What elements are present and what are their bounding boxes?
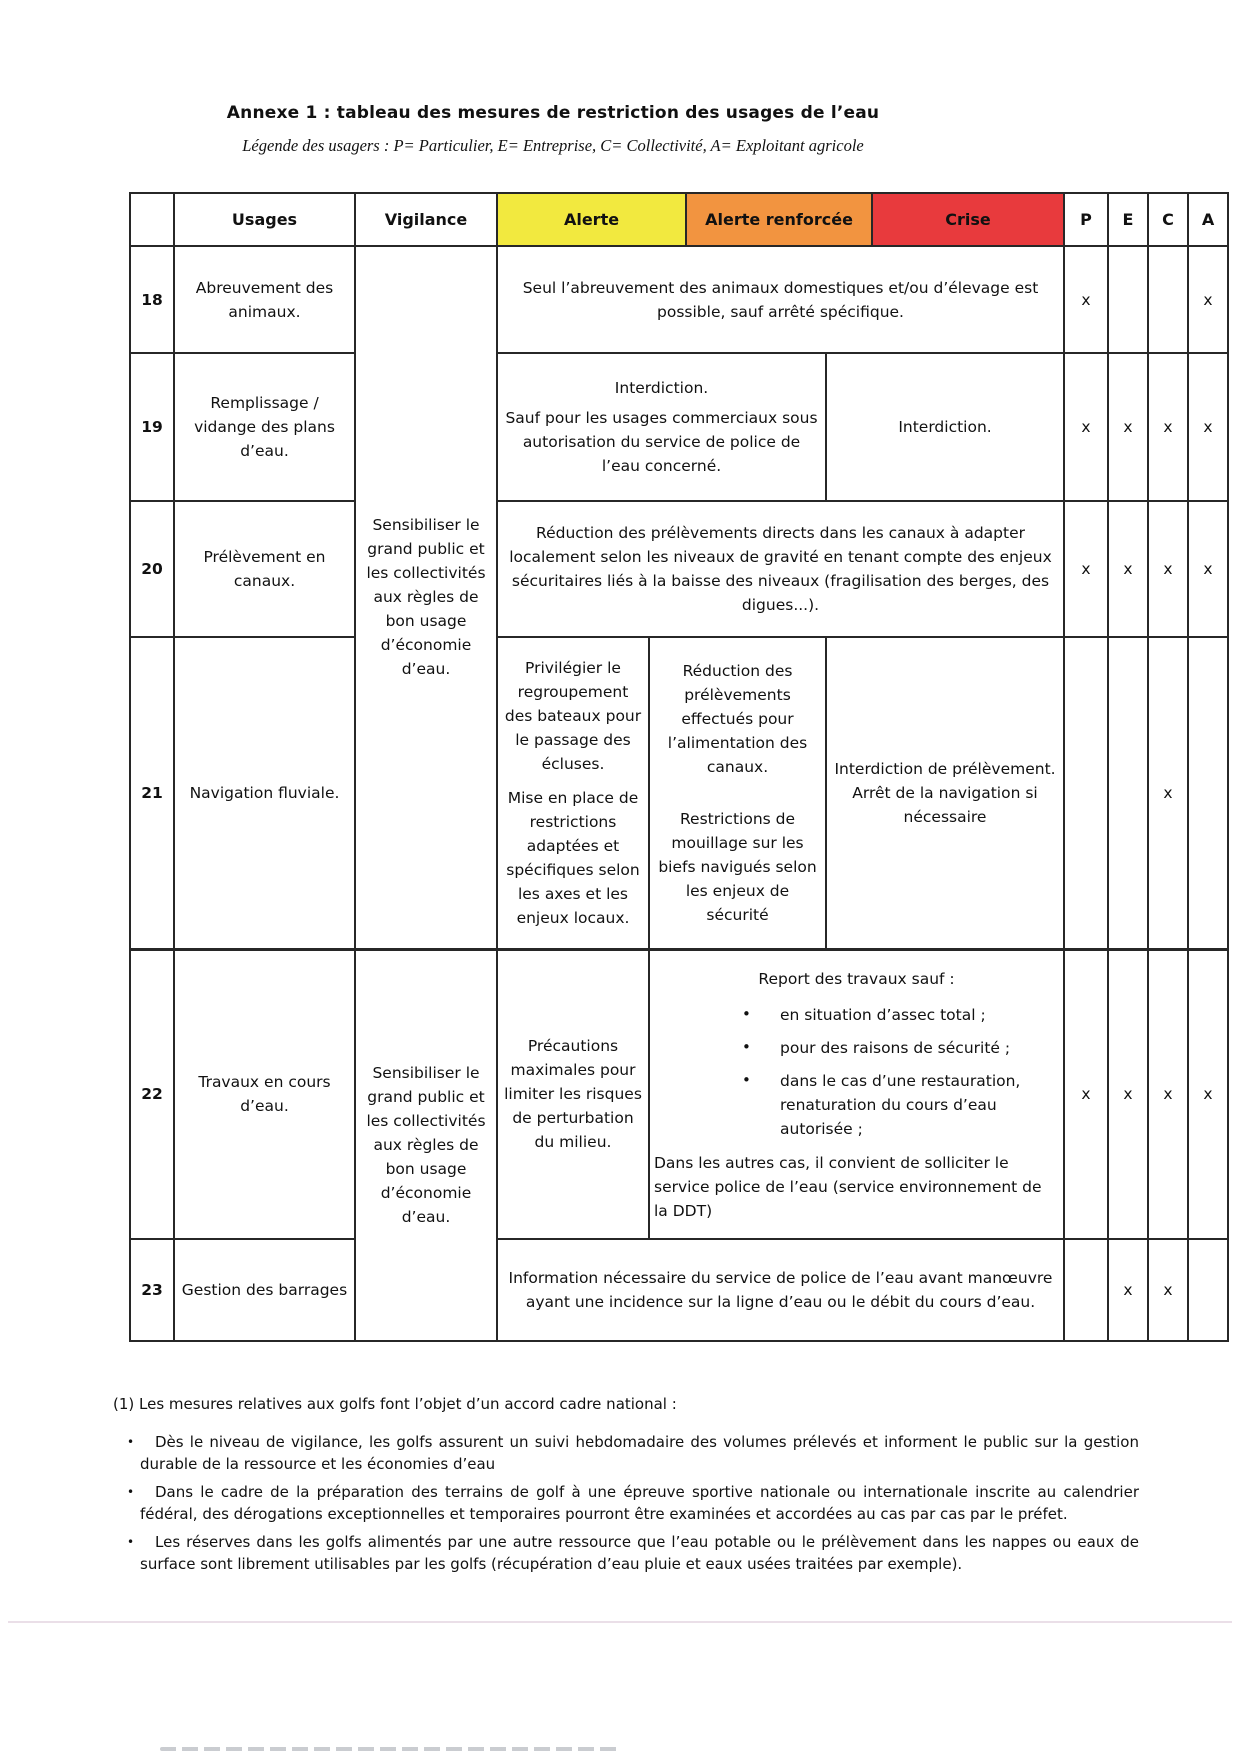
col-header-crise: Crise xyxy=(872,193,1064,246)
row23-usage: Gestion des barrages xyxy=(174,1239,355,1341)
scan-faint-rule xyxy=(8,1621,1232,1623)
row22-number: 22 xyxy=(130,949,174,1239)
mark-r19-p: x xyxy=(1064,353,1108,501)
golf-footnote xyxy=(113,1393,1139,1581)
col-header-c: C xyxy=(1148,193,1188,246)
mark-r19-a: x xyxy=(1188,353,1228,501)
mark-r22-a: x xyxy=(1188,949,1228,1239)
mark-r23-a xyxy=(1188,1239,1228,1341)
col-header-alerte-renforcee: Alerte renforcée xyxy=(686,193,872,246)
restrictions-table-wrapper xyxy=(129,192,1229,1342)
row21-measure-alerte xyxy=(497,637,649,949)
row21-alerte-par2: Mise en place de restrictions adaptées et spécifiques selon les axes et les enjeux locaux. xyxy=(506,788,640,927)
mark-r22-p: x xyxy=(1064,949,1108,1239)
mark-r18-c xyxy=(1148,246,1188,353)
mark-r21-c: x xyxy=(1148,637,1188,949)
row21-renforcee-par1: Réduction des prélèvements effectués pour l’alimentation des canaux. xyxy=(667,661,808,776)
mark-r23-c: x xyxy=(1148,1239,1188,1341)
row22-report-bullet-list xyxy=(654,1003,1059,1141)
mark-r20-c: x xyxy=(1148,501,1188,637)
mark-r21-p xyxy=(1064,637,1108,949)
row22-measure-alerte: Précautions maximales pour limiter les risques de perturbation du milieu. xyxy=(497,949,649,1239)
row21-measure-crise xyxy=(826,637,1064,949)
row21-crise-par1: Interdiction de prélèvement. xyxy=(834,759,1056,778)
col-header-e: E xyxy=(1108,193,1148,246)
vigilance-cell-rows22-23: Sensibiliser le grand public et les collectivités aux règles de bon usage d’économie d’eau. xyxy=(355,949,497,1341)
col-header-alerte: Alerte xyxy=(497,193,686,246)
row20-number: 20 xyxy=(130,501,174,637)
mark-r23-e: x xyxy=(1108,1239,1148,1341)
row21-number: 21 xyxy=(130,637,174,949)
legend-text: Légende des usagers : P= Particulier, E= Entreprise, C= Collectivité, A= Exploitant agricole xyxy=(242,136,864,155)
mark-r21-a xyxy=(1188,637,1228,949)
row19-measure-alerte xyxy=(497,353,826,501)
mark-r23-p xyxy=(1064,1239,1108,1341)
report-bullet-item: • pour des raisons de sécurité ; xyxy=(780,1036,1053,1060)
row18-usage: Abreuvement des animaux. xyxy=(174,246,355,353)
table-row xyxy=(130,353,1228,501)
row18-number: 18 xyxy=(130,246,174,353)
vigilance-cell-rows18-21: Sensibiliser le grand public et les collectivités aux règles de bon usage d’économie d’eau. xyxy=(355,246,497,949)
table-row xyxy=(130,1239,1228,1341)
row21-usage: Navigation fluviale. xyxy=(174,637,355,949)
mark-r20-p: x xyxy=(1064,501,1108,637)
footnote-bullet-item: • Les réserves dans les golfs alimentés par une autre ressource que l’eau potable ou le prélèvement dans les nappes ou eaux de surface sont librement utilisables par les golfs (récupération d’eau pluie et eaux usées traitées par exemple). xyxy=(113,1531,1139,1575)
col-header-p: P xyxy=(1064,193,1108,246)
mark-r22-c: x xyxy=(1148,949,1188,1239)
footnote-bullet-item: • Dès le niveau de vigilance, les golfs assurent un suivi hebdomadaire des volumes prélevés et informent le public sur la gestion durable de la ressource et les économies d’eau xyxy=(113,1431,1139,1475)
mark-r21-e xyxy=(1108,637,1148,949)
mark-r20-e: x xyxy=(1108,501,1148,637)
row22-usage: Travaux en cours d’eau. xyxy=(174,949,355,1239)
row22-report-other-cases: Dans les autres cas, il convient de solliciter le service police de l’eau (service environnement de la DDT) xyxy=(654,1154,1042,1221)
row22-measure-report xyxy=(649,949,1064,1239)
scan-bottom-artifact xyxy=(160,1747,620,1751)
col-header-a: A xyxy=(1188,193,1228,246)
row20-measure: Réduction des prélèvements directs dans les canaux à adapter localement selon les niveaux de gravité en tenant compte des enjeux sécuritaires liés à la baisse des niveaux (fragilisation des berges, des digues...). xyxy=(497,501,1064,637)
row19-usage: Remplissage / vidange des plans d’eau. xyxy=(174,353,355,501)
row21-measure-renforcee xyxy=(649,637,826,949)
report-bullet-item: • en situation d’assec total ; xyxy=(780,1003,1053,1027)
row22-report-title: Report des travaux sauf : xyxy=(758,970,955,989)
restrictions-table xyxy=(129,192,1229,1342)
document-header xyxy=(0,103,1106,156)
row19-measure-alerte-body: Sauf pour les usages commerciaux sous autorisation du service de police de l’eau concerné. xyxy=(505,409,818,475)
row20-usage: Prélèvement en canaux. xyxy=(174,501,355,637)
row21-renforcee-par2: Restrictions de mouillage sur les biefs navigués selon les enjeux de sécurité xyxy=(658,809,817,924)
table-row xyxy=(130,501,1228,637)
row21-alerte-par1: Privilégier le regroupement des bateaux pour le passage des écluses. xyxy=(504,658,642,773)
mark-r22-e: x xyxy=(1108,949,1148,1239)
table-row xyxy=(130,246,1228,353)
col-header-usages: Usages xyxy=(174,193,355,246)
footnote-intro: (1) Les mesures relatives aux golfs font l’objet d’un accord cadre national : xyxy=(113,1395,677,1413)
mark-r18-e xyxy=(1108,246,1148,353)
report-bullet-item: • dans le cas d’une restauration, renaturation du cours d’eau autorisée ; xyxy=(780,1069,1053,1141)
mark-r20-a: x xyxy=(1188,501,1228,637)
table-header-row xyxy=(130,193,1228,246)
mark-r19-c: x xyxy=(1148,353,1188,501)
col-header-vigilance: Vigilance xyxy=(355,193,497,246)
table-row xyxy=(130,637,1228,949)
page-title: Annexe 1 : tableau des mesures de restriction des usages de l’eau xyxy=(226,103,880,123)
row18-measure: Seul l’abreuvement des animaux domestiques et/ou d’élevage est possible, sauf arrêté spécifique. xyxy=(497,246,1064,353)
table-row xyxy=(130,949,1228,1239)
footnote-bullet-item: • Dans le cadre de la préparation des terrains de golf à une épreuve sportive nationale ou internationale inscrite au calendrier fédéral, des dérogations exceptionnelles et temporaires pourront être examinées et accordées au cas par cas par le préfet. xyxy=(113,1481,1139,1525)
row19-number: 19 xyxy=(130,353,174,501)
row21-crise-par2: Arrêt de la navigation si nécessaire xyxy=(852,783,1038,826)
mark-r19-e: x xyxy=(1108,353,1148,501)
footnote-bullet-list xyxy=(113,1431,1139,1575)
row23-measure: Information nécessaire du service de police de l’eau avant manœuvre ayant une incidence sur la ligne d’eau ou le débit du cours d’eau. xyxy=(497,1239,1064,1341)
row19-measure-alerte-title: Interdiction. xyxy=(614,379,709,397)
row19-measure-crise: Interdiction. xyxy=(826,353,1064,501)
mark-r18-a: x xyxy=(1188,246,1228,353)
mark-r18-p: x xyxy=(1064,246,1108,353)
header-corner-cell xyxy=(130,193,174,246)
row23-number: 23 xyxy=(130,1239,174,1341)
